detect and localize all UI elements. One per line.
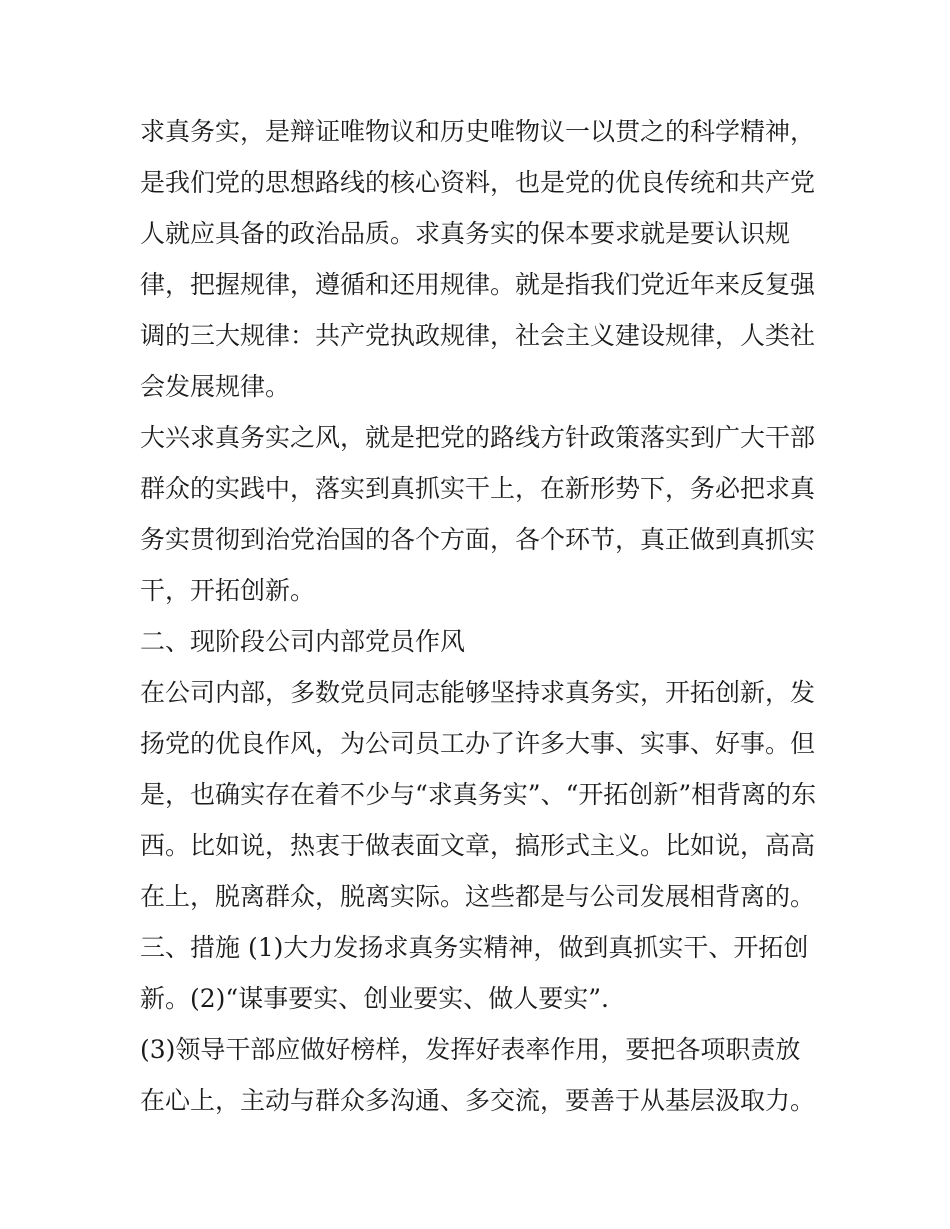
text-line: 求真务实，是辩证唯物议和历史唯物议一以贯之的科学精神， [140,117,816,146]
text-line: 人就应具备的政治品质。求真务实的保本要求就是要认识规 [140,219,791,248]
text-line: 扬党的优良作风，为公司员工办了许多大事、实事、好事。但 [140,729,816,758]
section-heading-2 [140,616,820,667]
text-line: 务实贯彻到治党治国的各个方面，各个环节，真正做到真抓实 [140,525,816,554]
text-line: 三、措施 (1)大力发扬求真务实精神，做到真抓实干、开拓创 [140,933,809,962]
paragraph-intro [140,106,820,412]
text-line: 会发展规律。 [140,372,291,401]
text-line: 律，把握规律，遵循和还用规律。就是指我们党近年来反复强 [140,270,816,299]
section-heading-text: 二、现阶段公司内部党员作风 [140,627,466,656]
text-line: 新。(2)“谋事要实、创业要实、做人要实”. [140,984,609,1013]
paragraph-measure-3 [140,1024,820,1126]
text-line: 干，开拓创新。 [140,576,316,605]
text-line: (3)领导干部应做好榜样，发挥好表率作用，要把各项职责放 [140,1035,801,1064]
document-body [140,106,820,1126]
text-line: 西。比如说，热衷于做表面文章，搞形式主义。比如说，高高 [140,831,816,860]
text-line: 大兴求真务实之风，就是把党的路线方针政策落实到广大干部 [140,423,816,452]
text-line: 在上，脱离群众，脱离实际。这些都是与公司发展相背离的。 [140,882,816,911]
text-line: 在心上，主动与群众多沟通、多交流，要善于从基层汲取力。 [140,1086,816,1115]
paragraph-measures [140,922,820,1024]
text-line: 调的三大规律：共产党执政规律，社会主义建设规律，人类社 [140,321,816,350]
text-line: 在公司内部，多数党员同志能够坚持求真务实，开拓创新，发 [140,678,816,707]
paragraph-practice [140,412,820,616]
text-line: 群众的实践中，落实到真抓实干上，在新形势下，务必把求真 [140,474,816,503]
paragraph-current-style [140,667,820,922]
text-line: 是我们党的思想路线的核心资料，也是党的优良传统和共产党 [140,168,816,197]
text-line: 是，也确实存在着不少与“求真务实”、“开拓创新”相背离的东 [140,780,817,809]
